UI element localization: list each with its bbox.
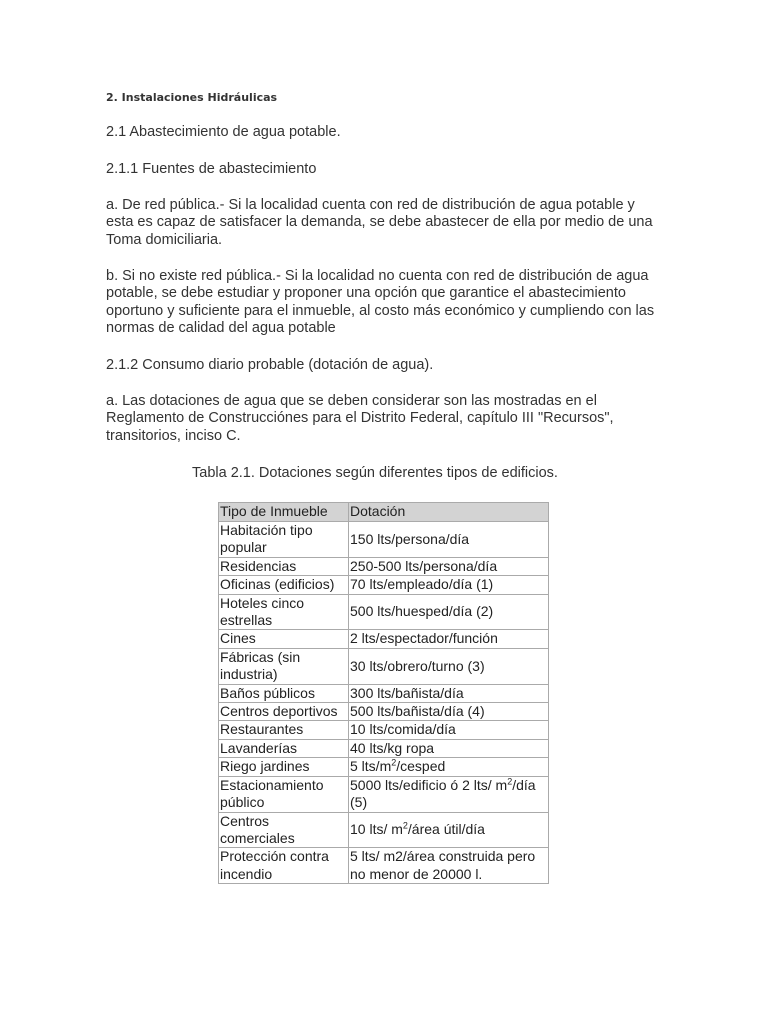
table-row — [219, 594, 549, 630]
dotacion-text: 10 lts/ m — [350, 821, 403, 838]
table-row — [219, 522, 549, 558]
dotacion-text: /área útil/día — [407, 821, 485, 838]
cell-tipo: Hoteles cinco estrellas — [219, 594, 349, 630]
cell-tipo: Fábricas (sin industria) — [219, 648, 349, 684]
table-row — [219, 684, 549, 702]
heading-2-1: 2.1 Abastecimiento de agua potable. — [106, 124, 341, 140]
table-row — [219, 576, 549, 594]
cell-dotacion: 150 lts/persona/día — [349, 522, 549, 558]
table-row — [219, 739, 549, 757]
table-header-row — [219, 503, 549, 522]
cell-dotacion: 2 lts/espectador/función — [349, 630, 549, 648]
table-row — [219, 776, 549, 812]
table-row — [219, 812, 549, 848]
cell-tipo: Baños públicos — [219, 684, 349, 702]
paragraph-dotaciones: a. Las dotaciones de agua que se deben considerar son las mostradas en el Reglamento de Construcciónes para el Distrito Federal, capítulo III "Recursos", transitorios, inciso C. — [106, 393, 614, 444]
paragraph-sin-red-publica: b. Si no existe red pública.- Si la localidad no cuenta con red de distribución de agua potable, se debe estudiar y proponer una opción que garantice el abastecimiento oportuno y suficiente para el inmueble, al costo más económico y cumpliendo con las normas de calidad del agua potable — [106, 268, 655, 337]
dotacion-text: 5 lts/m — [350, 758, 392, 775]
cell-dotacion: 500 lts/huesped/día (2) — [349, 594, 549, 630]
cell-tipo: Centros deportivos — [219, 703, 349, 721]
paragraph-red-publica: a. De red pública.- Si la localidad cuenta con red de distribución de agua potable y esta es capaz de satisfacer la demanda, se debe abastecer de ella por medio de una Toma domiciliaria. — [106, 197, 653, 248]
cell-tipo: Cines — [219, 630, 349, 648]
table-row — [219, 758, 549, 776]
cell-tipo: Estacionamiento público — [219, 776, 349, 812]
cell-dotacion: 70 lts/empleado/día (1) — [349, 576, 549, 594]
table-row — [219, 630, 549, 648]
cell-dotacion: 10 lts/comida/día — [349, 721, 549, 739]
cell-dotacion: 30 lts/obrero/turno (3) — [349, 648, 549, 684]
cell-tipo: Habitación tipo popular — [219, 522, 349, 558]
header-tipo: Tipo de Inmueble — [219, 503, 349, 522]
superscript: 2 — [402, 820, 408, 831]
superscript: 2 — [507, 776, 513, 787]
cell-dotacion — [349, 776, 549, 812]
header-dotacion: Dotación — [349, 503, 549, 522]
cell-dotacion — [349, 812, 549, 848]
dotacion-text: 5000 lts/edificio ó 2 lts/ m — [350, 776, 508, 793]
dotacion-text: /cesped — [396, 758, 446, 775]
cell-dotacion: 5 lts/ m2/área construida pero no menor de 20000 l. — [349, 848, 549, 884]
table-row — [219, 703, 549, 721]
cell-tipo: Restaurantes — [219, 721, 349, 739]
table-row — [219, 557, 549, 575]
cell-dotacion: 40 lts/kg ropa — [349, 739, 549, 757]
table-row — [219, 648, 549, 684]
cell-tipo: Protección contra incendio — [219, 848, 349, 884]
heading-2-1-1: 2.1.1 Fuentes de abastecimiento — [106, 161, 317, 177]
table-caption: Tabla 2.1. Dotaciones según diferentes tipos de edificios. — [192, 465, 558, 481]
dotaciones-table — [218, 502, 549, 884]
table-row — [219, 848, 549, 884]
cell-tipo: Oficinas (edificios) — [219, 576, 349, 594]
dotacion-text: /día (5) — [350, 776, 536, 811]
table-row — [219, 721, 549, 739]
cell-tipo: Centros comerciales — [219, 812, 349, 848]
section-title: 2. Instalaciones Hidráulicas — [106, 91, 278, 104]
cell-dotacion — [349, 758, 549, 776]
heading-2-1-2: 2.1.2 Consumo diario probable (dotación de agua). — [106, 357, 434, 373]
superscript: 2 — [391, 757, 397, 768]
cell-tipo: Residencias — [219, 557, 349, 575]
cell-dotacion: 300 lts/bañista/día — [349, 684, 549, 702]
cell-dotacion: 500 lts/bañista/día (4) — [349, 703, 549, 721]
cell-dotacion: 250-500 lts/persona/día — [349, 557, 549, 575]
cell-tipo: Lavanderías — [219, 739, 349, 757]
cell-tipo: Riego jardines — [219, 758, 349, 776]
